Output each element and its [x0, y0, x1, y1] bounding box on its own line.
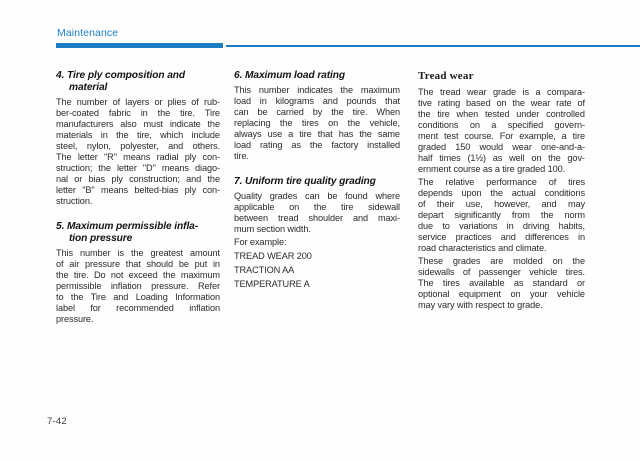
- text-line: ment test course. For example, a tire: [418, 131, 585, 141]
- text-line: always use a tire that has the same: [234, 129, 400, 139]
- text-line: The letter "R" means radial ply con-: [56, 152, 220, 162]
- paragraph: [56, 97, 220, 207]
- text-line: to the Tire and Loading Information: [56, 292, 220, 302]
- text-line: may vary with respect to grade.: [418, 300, 543, 310]
- paragraph: [418, 177, 585, 254]
- page-header-title: Maintenance: [57, 27, 119, 39]
- page-number: 7-42: [47, 416, 67, 427]
- text-line: tire.: [234, 151, 249, 161]
- text-line: These grades are molded on the: [418, 256, 585, 266]
- text-line: TEMPERATURE A: [234, 279, 310, 289]
- paragraph: [56, 248, 220, 325]
- text-line: nal or bias ply construction; and the: [56, 174, 220, 184]
- text-line: 4. Tire ply composition and: [56, 70, 186, 81]
- text-line: between tread shoulder and maxi-: [234, 213, 400, 223]
- text-line: TREAD WEAR 200: [234, 251, 312, 261]
- text-line: tion pressure: [69, 233, 133, 244]
- text-line: half times (1½) as well on the gov-: [418, 153, 585, 163]
- text-line: conditions on a specified govern-: [418, 120, 585, 130]
- paragraph: [418, 256, 585, 311]
- text-line: Tread wear: [418, 70, 474, 82]
- text-line: This number indicates the maximum: [234, 85, 400, 95]
- text-line: 5. Maximum permissible infla-: [56, 221, 199, 232]
- column-2: [234, 70, 400, 290]
- text-line: pressure.: [56, 314, 94, 324]
- text-line: struction.: [56, 196, 93, 206]
- text-line: optional equipment on your vehicle: [418, 289, 585, 299]
- text-line: ber-coated fabric in the tire. Tire: [56, 108, 220, 118]
- text-line: material: [69, 82, 108, 93]
- text-line: graded 150 would wear one-and-a-: [418, 142, 585, 152]
- text-line: the tire. Do not exceed the maximum: [56, 270, 220, 280]
- header-accent-rule: [226, 45, 640, 47]
- text-line: steel, nylon, polyester, and others.: [56, 141, 220, 151]
- text-line: of air pressure that should be put in: [56, 259, 220, 269]
- text-line: The relative performance of tires: [418, 177, 585, 187]
- text-line: can be carried by the tire. When: [234, 107, 400, 117]
- text-line: the tire when tested under controlled: [418, 109, 585, 119]
- text-line: struction; the letter "D" means diago-: [56, 163, 220, 173]
- text-line: 6. Maximum load rating: [234, 70, 346, 81]
- section-heading: [56, 221, 220, 245]
- text-line: The tread wear grade is a compara-: [418, 87, 585, 97]
- text-line: TRACTION AA: [234, 265, 295, 275]
- text-line: Quality grades can be found where: [234, 191, 400, 201]
- text-line: The number of layers or plies of rub-: [56, 97, 220, 107]
- paragraph: [418, 87, 585, 175]
- paragraph: [234, 237, 400, 248]
- section-heading: [56, 70, 220, 94]
- text-line: service practices and differences in: [418, 232, 585, 242]
- column-3: [418, 70, 585, 311]
- text-line: materials in the tire, which include: [56, 130, 220, 140]
- text-line: tive rating based on the wear rate of: [418, 98, 585, 108]
- section-heading: [234, 176, 400, 188]
- section-heading: [234, 70, 400, 82]
- text-line: ernment course as a tire graded 100.: [418, 164, 566, 174]
- text-line: label for recommended inflation: [56, 303, 220, 313]
- text-line: mum section width.: [234, 224, 311, 234]
- text-line: due to variations in driving habits,: [418, 221, 585, 231]
- text-line: of their use, however, and may: [418, 199, 585, 209]
- column-1: [56, 70, 220, 325]
- paragraph: [234, 85, 400, 162]
- text-line: 7. Uniform tire quality grading: [234, 176, 376, 187]
- text-line: permissible inflation pressure. Refer: [56, 281, 220, 291]
- header-accent-bar: [56, 43, 223, 48]
- text-line: depart significantly from the norm: [418, 210, 585, 220]
- text-line: road characteristics and climate.: [418, 243, 547, 253]
- text-line: manufacturers also must indicate the: [56, 119, 220, 129]
- text-line: load in kilograms and pounds that: [234, 96, 400, 106]
- paragraph: [234, 251, 400, 290]
- paragraph: [234, 191, 400, 235]
- text-line: depends upon the actual conditions: [418, 188, 585, 198]
- text-line: letter "B" means belted-bias ply con-: [56, 185, 220, 195]
- text-line: This number is the greatest amount: [56, 248, 220, 258]
- text-line: For example:: [234, 237, 287, 247]
- text-line: load rating as the factory installed: [234, 140, 400, 150]
- text-line: sidewalls of passenger vehicle tires.: [418, 267, 585, 277]
- text-line: replacing the tires on the vehicle,: [234, 118, 400, 128]
- section-heading: [418, 70, 585, 83]
- text-line: applicable on the tire sidewall: [234, 202, 400, 212]
- text-line: The tires available as standard or: [418, 278, 585, 288]
